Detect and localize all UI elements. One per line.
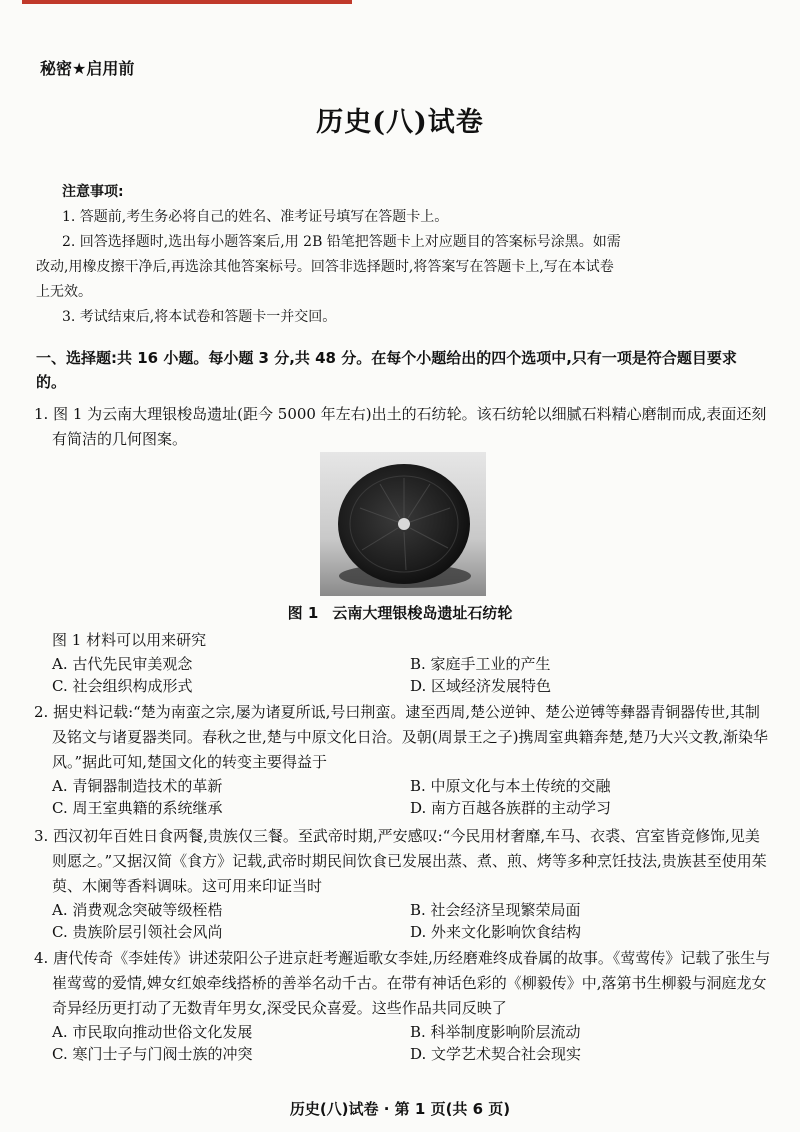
question-4-option-c[interactable]: C. 寒门士子与门阀士族的冲突 xyxy=(52,1045,253,1063)
question-4-option-d[interactable]: D. 文学艺术契合社会现实 xyxy=(410,1045,582,1063)
section-heading: 一、选择题:共 16 小题。每小题 3 分,共 48 分。在每个小题给出的四个选项中,只有一项是符合题目要求的。 xyxy=(36,349,737,391)
question-2-option-a[interactable]: A. 青铜器制造技术的革新 xyxy=(52,777,223,795)
page-footer: 历史(八)试卷 · 第 1 页(共 6 页) xyxy=(289,1100,511,1118)
question-4-options xyxy=(52,1021,774,1065)
question-1-options xyxy=(52,653,774,697)
figure-label: 图 1 xyxy=(287,604,319,622)
notice-item-1: 1. 答题前,考生务必将自己的姓名、准考证号填写在答题卡上。 xyxy=(62,209,449,225)
question-4-option-a[interactable]: A. 市民取向推动世俗文化发展 xyxy=(52,1023,253,1041)
question-3-stem: 3. 西汉初年百姓日食两餐,贵族仅三餐。至武帝时期,严安感叹:“今民用材奢靡,车马、衣裘、宫室皆竞修饰,见美则愿之。”又据汉简《食方》记载,武帝时期民间饮食已发展出蒸、煮、煎、烤等多种烹饪技法,贵族甚至使用茱萸、木阑等香料调味。这可用来印证当时 xyxy=(34,827,767,895)
notice-heading: 注意事项: xyxy=(62,184,124,200)
question-4-stem: 4. 唐代传奇《李娃传》讲述荥阳公子进京赶考邂逅歌女李娃,历经磨难终成眷属的故事。《莺莺传》记载了张生与崔莺莺的爱情,婢女红娘牵线搭桥的善举名动千古。在带有神话色彩的《柳毅传》中,落第书生柳毅与洞庭龙女奇异经历更打动了无数青年男女,深受民众喜爱。这些作品共同反映了 xyxy=(34,949,771,1017)
question-1-option-c[interactable]: C. 社会组织构成形式 xyxy=(52,677,193,695)
question-1-options-block xyxy=(34,628,774,697)
question-1-stem: 1. 图 1 为云南大理银梭岛遗址(距今 5000 年左右)出土的石纺轮。该石纺轮以细腻石料精心磨制而成,表面还刻有简洁的几何图案。 xyxy=(34,405,767,448)
question-2-option-b[interactable]: B. 中原文化与本土传统的交融 xyxy=(410,777,611,795)
question-3-option-b[interactable]: B. 社会经济呈现繁荣局面 xyxy=(410,901,581,919)
top-decorative-rule xyxy=(22,0,352,4)
question-2-option-d[interactable]: D. 南方百越各族群的主动学习 xyxy=(410,799,612,817)
question-1 xyxy=(34,402,774,452)
question-1-prompt: 图 1 材料可以用来研究 xyxy=(52,631,207,649)
question-3-option-c[interactable]: C. 贵族阶层引领社会风尚 xyxy=(52,923,223,941)
question-1-option-d[interactable]: D. 区域经济发展特色 xyxy=(410,677,552,695)
notice-block xyxy=(36,180,772,330)
question-3-options xyxy=(52,899,774,943)
question-2-options xyxy=(52,775,774,819)
notice-item-2: 2. 回答选择题时,选出每小题答案后,用 2B 铅笔把答题卡上对应题目的答案标号涂黑。如需 xyxy=(62,234,621,250)
question-3-option-d[interactable]: D. 外来文化影响饮食结构 xyxy=(410,923,582,941)
figure-caption xyxy=(0,602,800,623)
question-1-option-a[interactable]: A. 古代先民审美观念 xyxy=(52,655,193,673)
spindle-whorl-image xyxy=(320,452,486,596)
question-3-option-a[interactable]: A. 消费观念突破等级桎梏 xyxy=(52,901,223,919)
notice-item-2-cont: 改动,用橡皮擦干净后,再选涂其他答案标号。回答非选择题时,将答案写在答题卡上,写在本试卷 xyxy=(36,259,614,275)
question-2-stem: 2. 据史料记载:“楚为南蛮之宗,屡为诸夏所诋,号曰荆蛮。逮至西周,楚公逆钟、楚公逆镈等彝器青铜器传世,其制及铭文与诸夏器类同。春秋之世,楚与中原文化日洽。及朝(周景王之子)携周室典籍奔楚,楚乃大兴文教,渐染华风。”据此可知,楚国文化的转变主要得益于 xyxy=(34,703,769,771)
figure-caption-text: 云南大理银梭岛遗址石纺轮 xyxy=(332,604,513,622)
question-2-option-c[interactable]: C. 周王室典籍的系统继承 xyxy=(52,799,223,817)
question-3 xyxy=(34,824,774,943)
notice-item-2-end: 上无效。 xyxy=(36,284,92,300)
question-2 xyxy=(34,700,774,819)
notice-item-3: 3. 考试结束后,将本试卷和答题卡一并交回。 xyxy=(62,309,337,325)
question-4 xyxy=(34,946,774,1065)
question-4-option-b[interactable]: B. 科举制度影响阶层流动 xyxy=(410,1023,581,1041)
confidential-mark: 秘密★启用前 xyxy=(40,59,135,78)
spindle-whorl-photo xyxy=(320,452,486,596)
question-1-option-b[interactable]: B. 家庭手工业的产生 xyxy=(410,655,551,673)
page-title: 历史(八)试卷 xyxy=(316,107,484,138)
